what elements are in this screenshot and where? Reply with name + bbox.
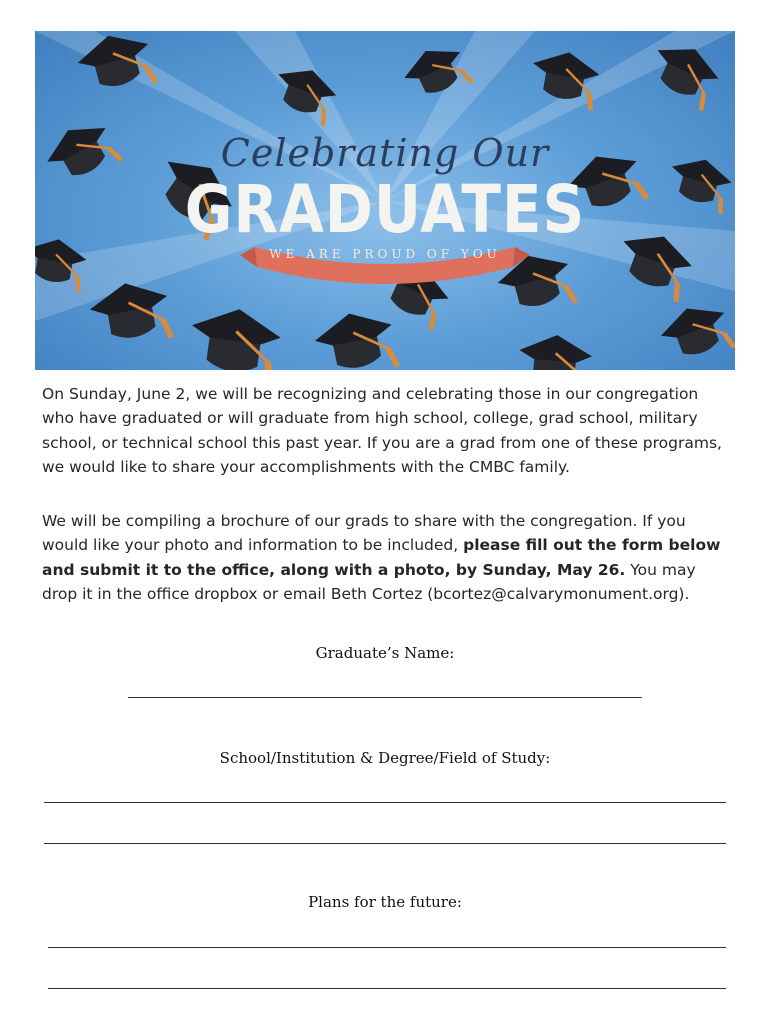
graduation-banner <box>35 31 735 370</box>
plans-line-2[interactable] <box>48 988 726 989</box>
plans-line-1[interactable] <box>48 947 726 948</box>
intro-paragraph-1: On Sunday, June 2, we will be recognizing and celebrating those in our congregation who have graduated or will graduate from high school, college, grad school, military school, or technical school this past year. If you are a grad from one of these programs, we would like to share your accomplishments with the CMBC family. <box>42 385 722 476</box>
school-degree-line-2[interactable] <box>44 843 726 844</box>
intro-paragraph-2-start: We will be compiling a brochure of our grads to share with the congregation. If you would like your photo and information to be included, <box>42 512 686 555</box>
school-degree-line-1[interactable] <box>44 802 726 803</box>
intro-paragraph-2-end: You may drop it in the office dropbox or email Beth Cortez (bcortez@calvarymonument.org). <box>42 560 696 603</box>
banner-title: GRADUATES <box>184 171 586 248</box>
intro-paragraph-2 <box>42 509 732 606</box>
banner-ribbon-text: WE ARE PROUD OF YOU <box>269 247 501 261</box>
school-degree-label: School/Institution & Degree/Field of Study: <box>219 749 551 767</box>
plans-label: Plans for the future: <box>308 893 462 911</box>
graduate-name-label: Graduate’s Name: <box>315 644 455 662</box>
banner-script-title: Celebrating Our <box>220 131 550 175</box>
intro-paragraph-2-bold: please fill out the form below and submit it to the office, along with a photo, by Sunday, May 26. <box>42 536 721 579</box>
graduate-name-line[interactable] <box>128 697 642 698</box>
